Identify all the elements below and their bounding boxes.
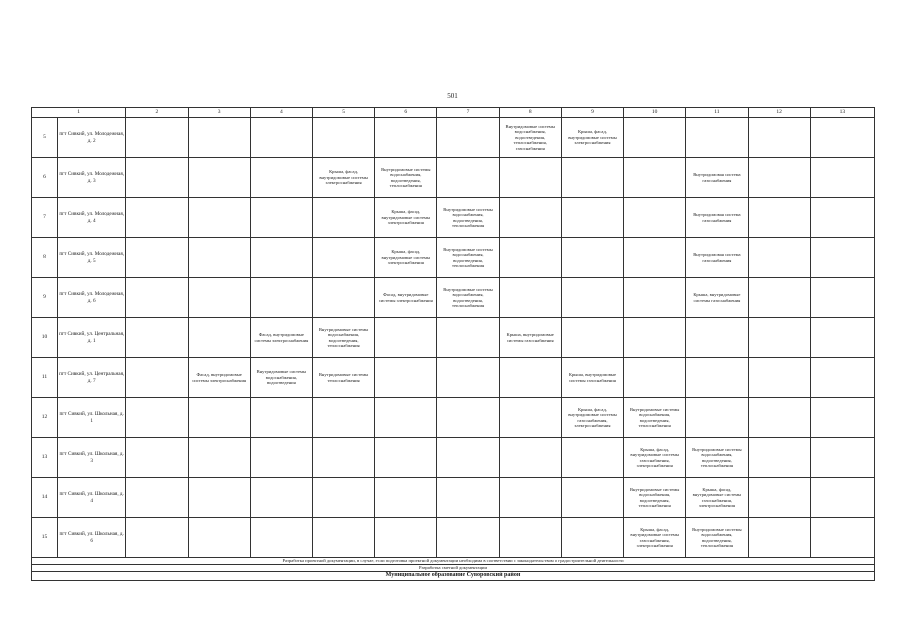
address-cell: пгт Сивкий, ул. Школьная, д. 6 xyxy=(58,518,126,558)
work-cell xyxy=(686,118,748,158)
work-cell: Внутридомовые системы водоснабжения, водоотведения, теплоснабжения xyxy=(624,478,686,518)
work-cell: Крыша, фасад, внутридомовые системы электроснабжения xyxy=(375,238,437,278)
work-cell xyxy=(810,518,874,558)
work-cell xyxy=(188,118,250,158)
work-cell xyxy=(188,518,250,558)
work-cell xyxy=(561,198,623,238)
work-cell xyxy=(437,318,499,358)
row-number: 7 xyxy=(32,198,58,238)
column-header: 12 xyxy=(748,108,810,118)
work-cell xyxy=(126,158,188,198)
work-cell: Фасад, внутридомовые системы электроснабжения xyxy=(250,318,312,358)
work-cell xyxy=(250,398,312,438)
work-cell xyxy=(437,518,499,558)
work-cell: Крыша, фасад, внутридомовые системы газоснабжения, электроснабжения xyxy=(686,478,748,518)
note-row xyxy=(32,565,875,572)
work-cell xyxy=(561,438,623,478)
work-cell: Внутридомовые системы водоснабжения, водоотведения xyxy=(250,358,312,398)
table-row xyxy=(32,478,875,518)
work-cell xyxy=(810,438,874,478)
work-cell xyxy=(250,118,312,158)
work-cell xyxy=(499,518,561,558)
work-cell xyxy=(810,278,874,318)
row-number: 11 xyxy=(32,358,58,398)
row-number: 14 xyxy=(32,478,58,518)
table-row xyxy=(32,278,875,318)
row-number: 9 xyxy=(32,278,58,318)
work-cell xyxy=(126,358,188,398)
table-row xyxy=(32,318,875,358)
address-cell: пгт Сивкий, ул. Молодежная, д. 4 xyxy=(58,198,126,238)
work-cell xyxy=(250,158,312,198)
work-cell xyxy=(810,198,874,238)
work-cell xyxy=(250,198,312,238)
work-cell xyxy=(748,398,810,438)
work-cell xyxy=(126,398,188,438)
work-cell xyxy=(499,358,561,398)
row-number: 8 xyxy=(32,238,58,278)
address-cell: пгт Сивкий, ул. Школьная, д. 1 xyxy=(58,398,126,438)
work-cell xyxy=(624,158,686,198)
work-cell xyxy=(437,438,499,478)
table-row xyxy=(32,518,875,558)
work-cell: Крыша, фасад, внутридомовые системы электроснабжения xyxy=(312,158,374,198)
work-cell xyxy=(250,238,312,278)
column-header-row xyxy=(32,108,875,118)
address-cell: пгт Сивкий, ул. Молодежная, д. 6 xyxy=(58,278,126,318)
work-cell xyxy=(499,398,561,438)
table-row xyxy=(32,198,875,238)
address-cell: пгт Сивкий, ул. Молодежная, д. 5 xyxy=(58,238,126,278)
work-cell xyxy=(748,198,810,238)
work-cell xyxy=(810,158,874,198)
work-cell xyxy=(499,158,561,198)
work-cell xyxy=(624,358,686,398)
column-header: 10 xyxy=(624,108,686,118)
column-header: 8 xyxy=(499,108,561,118)
municipality-title: Муниципальное образование Суворовский район xyxy=(32,572,875,581)
work-cell xyxy=(312,118,374,158)
column-header: 4 xyxy=(250,108,312,118)
table-row xyxy=(32,118,875,158)
row-number: 13 xyxy=(32,438,58,478)
work-cell: Внутридомовые системы водоснабжения, водоотведения, теплоснабжения xyxy=(624,398,686,438)
work-cell: Внутридомовые системы теплоснабжения xyxy=(312,358,374,398)
column-header: 7 xyxy=(437,108,499,118)
work-cell: Внутридомовые системы водоснабжения, водоотведения, теплоснабжения, газоснабжения xyxy=(499,118,561,158)
work-cell xyxy=(126,278,188,318)
work-cell xyxy=(561,478,623,518)
work-cell: Внутридомовая система газоснабжения xyxy=(686,198,748,238)
column-header: 2 xyxy=(126,108,188,118)
address-cell: пгт Сивкий, ул. Молодежная, д. 2 xyxy=(58,118,126,158)
column-header: 11 xyxy=(686,108,748,118)
address-cell: пгт Сивкий, ул. Центральная, д. 7 xyxy=(58,358,126,398)
work-cell xyxy=(312,278,374,318)
row-number: 5 xyxy=(32,118,58,158)
work-cell: Внутридомовые системы водоснабжения, водоотведения, теплоснабжения xyxy=(686,438,748,478)
work-cell xyxy=(748,238,810,278)
work-cell xyxy=(312,518,374,558)
work-cell xyxy=(624,318,686,358)
note-row xyxy=(32,558,875,565)
work-cell: Внутридомовые системы водоснабжения, водоотведения, теплоснабжения xyxy=(437,198,499,238)
work-cell xyxy=(126,478,188,518)
work-cell xyxy=(561,278,623,318)
work-cell xyxy=(126,118,188,158)
work-cell xyxy=(250,518,312,558)
note-text: Разработка проектной документации, в случае, если подготовка проектной документации необходима в соответствии с законодательством о градостроительной деятельности xyxy=(32,558,875,565)
work-cell xyxy=(748,318,810,358)
work-cell: Фасад, внутридомовые системы электроснабжения xyxy=(375,278,437,318)
work-cell xyxy=(126,518,188,558)
work-cell xyxy=(126,318,188,358)
work-cell xyxy=(437,478,499,518)
work-cell xyxy=(375,118,437,158)
work-cell xyxy=(312,438,374,478)
row-number: 12 xyxy=(32,398,58,438)
work-cell xyxy=(375,518,437,558)
work-cell xyxy=(686,398,748,438)
work-cell xyxy=(126,198,188,238)
work-cell: Внутридомовые системы водоснабжения, водоотведения, теплоснабжения xyxy=(375,158,437,198)
work-cell xyxy=(437,158,499,198)
work-cell: Крыша, фасад, внутридомовые системы газоснабжения, электроснабжения xyxy=(624,518,686,558)
work-cell xyxy=(561,518,623,558)
table-row xyxy=(32,238,875,278)
work-cell: Фасад, внутридомовые системы электроснабжения xyxy=(188,358,250,398)
work-cell xyxy=(250,478,312,518)
work-cell: Крыша, фасад, внутридомовые системы электроснабжения xyxy=(561,118,623,158)
table-row xyxy=(32,438,875,478)
work-cell xyxy=(437,358,499,398)
address-cell: пгт Сивкий, ул. Молодежная, д. 3 xyxy=(58,158,126,198)
note-text: Разработка сметной документации xyxy=(32,565,875,572)
work-cell xyxy=(499,198,561,238)
work-cell xyxy=(499,438,561,478)
column-header: 13 xyxy=(810,108,874,118)
work-cell xyxy=(375,318,437,358)
work-cell: Крыша, внутридомовые системы газоснабжения xyxy=(561,358,623,398)
work-cell xyxy=(499,238,561,278)
work-cell xyxy=(810,118,874,158)
table-row xyxy=(32,358,875,398)
work-cell: Внутридомовые системы водоснабжения, водоотведения, теплоснабжения xyxy=(686,518,748,558)
work-cell xyxy=(561,158,623,198)
work-cell xyxy=(748,478,810,518)
work-cell: Внутридомовые системы водоснабжения, водоотведения, теплоснабжения xyxy=(312,318,374,358)
work-cell xyxy=(312,398,374,438)
work-cell xyxy=(810,238,874,278)
work-cell xyxy=(188,158,250,198)
work-cell xyxy=(624,238,686,278)
row-number: 10 xyxy=(32,318,58,358)
column-header: 6 xyxy=(375,108,437,118)
work-cell xyxy=(188,478,250,518)
work-cell xyxy=(188,398,250,438)
work-cell xyxy=(748,158,810,198)
work-cell: Внутридомовые системы водоснабжения, водоотведения, теплоснабжения xyxy=(437,238,499,278)
work-cell xyxy=(810,318,874,358)
work-cell xyxy=(437,118,499,158)
work-cell xyxy=(810,398,874,438)
work-cell xyxy=(375,398,437,438)
address-cell: пгт Сивкий, ул. Центральная, д. 1 xyxy=(58,318,126,358)
work-cell xyxy=(312,198,374,238)
address-cell: пгт Сивкий, ул. Школьная, д. 3 xyxy=(58,438,126,478)
work-cell: Крыша, фасад, внутридомовые системы газоснабжения, электроснабжения xyxy=(561,398,623,438)
column-header: 1 xyxy=(32,108,126,118)
work-cell xyxy=(375,478,437,518)
page-number: 501 xyxy=(447,92,458,100)
work-cell xyxy=(375,358,437,398)
work-cell xyxy=(624,198,686,238)
work-cell xyxy=(250,438,312,478)
work-cell xyxy=(810,358,874,398)
work-cell xyxy=(250,278,312,318)
work-cell xyxy=(748,358,810,398)
column-header: 5 xyxy=(312,108,374,118)
work-cell xyxy=(126,238,188,278)
work-cell xyxy=(624,118,686,158)
work-cell xyxy=(810,478,874,518)
row-number: 15 xyxy=(32,518,58,558)
work-cell xyxy=(312,478,374,518)
work-cell xyxy=(748,278,810,318)
work-cell xyxy=(375,438,437,478)
work-cell: Крыша, внутридомовые системы газоснабжения xyxy=(499,318,561,358)
work-cell xyxy=(188,438,250,478)
row-number: 6 xyxy=(32,158,58,198)
repair-schedule-table xyxy=(31,107,875,581)
work-cell xyxy=(499,478,561,518)
work-cell: Внутридомовая система газоснабжения xyxy=(686,238,748,278)
work-cell xyxy=(437,398,499,438)
work-cell xyxy=(188,238,250,278)
work-cell xyxy=(748,118,810,158)
work-cell xyxy=(188,278,250,318)
column-header: 9 xyxy=(561,108,623,118)
table-row xyxy=(32,398,875,438)
municipality-row xyxy=(32,572,875,581)
work-cell xyxy=(686,358,748,398)
work-cell xyxy=(312,238,374,278)
work-cell xyxy=(188,198,250,238)
work-cell: Внутридомовые системы водоснабжения, водоотведения, теплоснабжения xyxy=(437,278,499,318)
work-cell xyxy=(624,278,686,318)
work-cell xyxy=(561,238,623,278)
column-header: 3 xyxy=(188,108,250,118)
work-cell xyxy=(748,518,810,558)
work-cell xyxy=(748,438,810,478)
work-cell xyxy=(686,318,748,358)
work-cell xyxy=(126,438,188,478)
work-cell xyxy=(561,318,623,358)
work-cell: Крыша, внутридомовые системы газоснабжения xyxy=(686,278,748,318)
work-cell: Крыша, фасад, внутридомовые системы электроснабжения xyxy=(375,198,437,238)
work-cell xyxy=(188,318,250,358)
table-row xyxy=(32,158,875,198)
work-cell xyxy=(499,278,561,318)
address-cell: пгт Сивкий, ул. Школьная, д. 4 xyxy=(58,478,126,518)
work-cell: Внутридомовая система газоснабжения xyxy=(686,158,748,198)
work-cell: Крыша, фасад, внутридомовые системы газоснабжения, электроснабжения xyxy=(624,438,686,478)
